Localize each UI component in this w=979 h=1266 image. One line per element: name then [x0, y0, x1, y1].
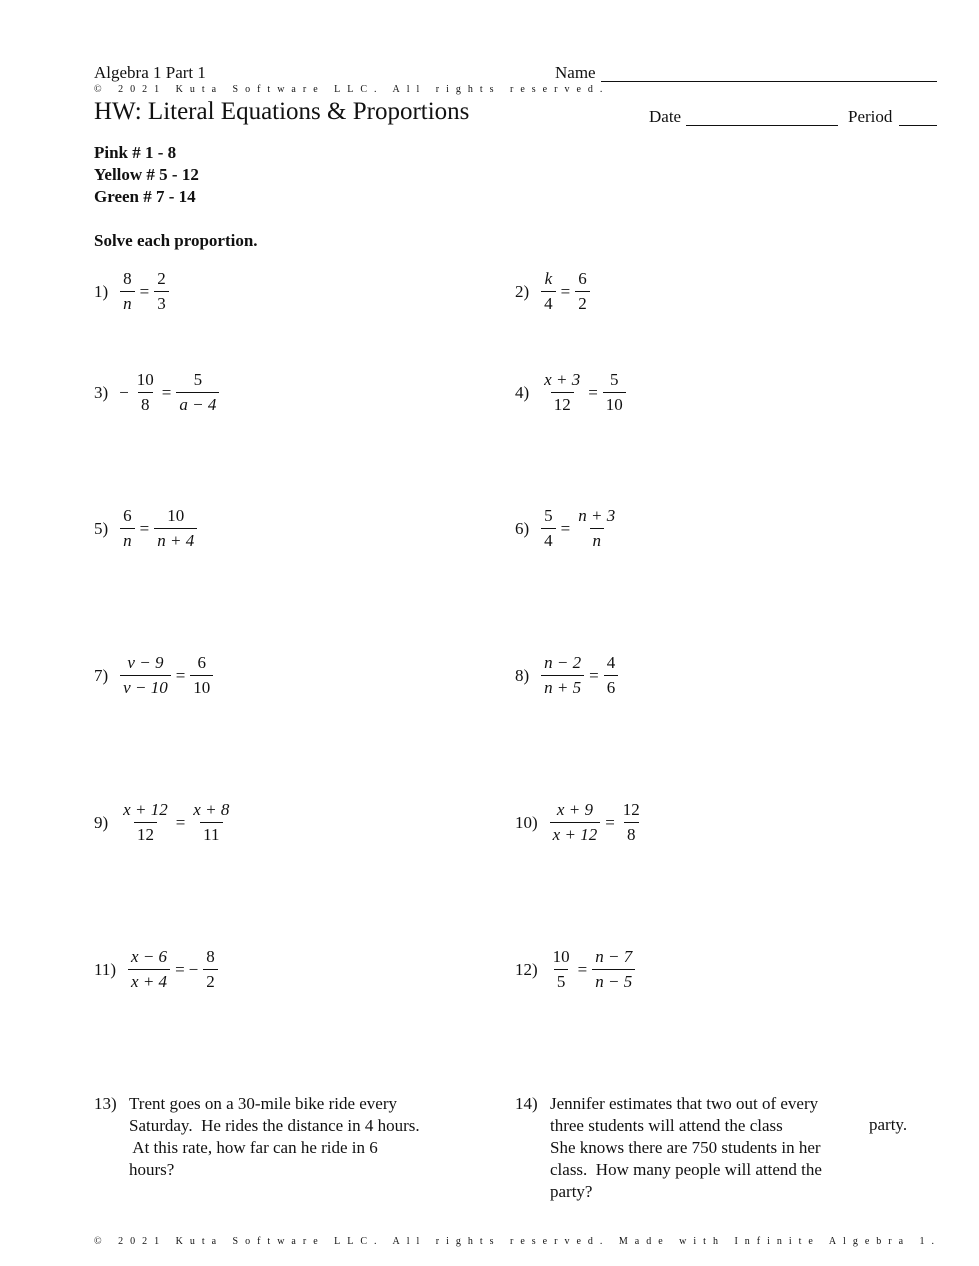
equals-sign: =	[577, 959, 588, 979]
page-title: HW: Literal Equations & Proportions	[94, 98, 470, 125]
left-fraction	[541, 654, 584, 697]
right-fraction	[190, 654, 213, 697]
equals-sign: =	[588, 382, 598, 402]
left-fraction	[550, 948, 573, 991]
problem-text-line: Jennifer estimates that two out of every	[550, 1094, 819, 1113]
problem-number: 2)	[515, 281, 530, 301]
numerator: x + 3	[544, 370, 581, 389]
denominator: 3	[154, 291, 169, 313]
numerator: 4	[606, 653, 616, 672]
problem-1	[94, 270, 172, 313]
problem-4	[515, 371, 629, 414]
date-blank[interactable]	[686, 125, 838, 126]
word-problem-14	[515, 1093, 865, 1213]
denominator: x + 12	[550, 822, 601, 844]
numerator: 10	[552, 947, 570, 966]
denominator: n + 5	[541, 675, 584, 697]
denominator: a − 4	[176, 392, 219, 414]
problem-number: 3)	[94, 382, 109, 402]
numerator: x − 6	[131, 947, 168, 966]
problem-number: 13)	[94, 1094, 117, 1113]
problem-text-line: She knows there are 750 students in her	[550, 1138, 821, 1157]
name-label: Name	[555, 63, 596, 82]
numerator: k	[544, 269, 553, 288]
problem-2	[515, 270, 593, 313]
negative-sign: −	[119, 382, 129, 402]
word-problem-13	[94, 1093, 494, 1193]
equals-sign: =	[139, 281, 150, 301]
problem-7	[94, 654, 216, 697]
left-fraction	[120, 801, 171, 844]
numerator: 6	[123, 506, 132, 525]
denominator: n	[590, 528, 605, 550]
denominator: 6	[604, 675, 619, 697]
denominator: n + 4	[154, 528, 197, 550]
equals-sign: =	[175, 812, 186, 832]
problem-number: 11)	[94, 959, 117, 979]
equals-sign: =	[175, 665, 186, 685]
course-name: Algebra 1 Part 1	[94, 63, 206, 82]
period-blank[interactable]	[899, 125, 937, 126]
left-fraction	[134, 371, 157, 414]
problem-number: 12)	[515, 959, 538, 979]
denominator: 10	[603, 392, 626, 414]
equals-sign: =	[560, 281, 571, 301]
problem-text-line: party?	[550, 1182, 593, 1201]
assignment-yellow: Yellow # 5 - 12	[94, 165, 199, 184]
numerator: 5	[610, 370, 619, 389]
numerator: x + 9	[556, 800, 593, 819]
numerator: 6	[578, 269, 587, 288]
assignment-pink: Pink # 1 - 8	[94, 143, 177, 162]
denominator: 12	[551, 392, 574, 414]
equals-sign: =	[589, 665, 599, 685]
denominator: n	[120, 528, 135, 550]
numerator: 6	[197, 653, 207, 672]
numerator: n + 3	[578, 506, 616, 525]
right-fraction	[575, 507, 618, 550]
left-fraction	[120, 507, 135, 550]
assignment-green: Green # 7 - 14	[94, 187, 196, 206]
numerator: 5	[544, 506, 553, 525]
problem-9	[94, 801, 235, 844]
numerator: x + 8	[193, 800, 230, 819]
problem-number: 7)	[94, 665, 109, 685]
problem-3	[94, 371, 222, 414]
numerator: 5	[193, 370, 203, 389]
left-fraction	[120, 654, 171, 697]
right-fraction	[620, 801, 643, 844]
denominator: x + 4	[128, 969, 170, 991]
numerator: 8	[123, 269, 132, 288]
problem-5	[94, 507, 200, 550]
denominator: n	[120, 291, 135, 313]
problem-number: 8)	[515, 665, 530, 685]
denominator: 10	[190, 675, 213, 697]
numerator: n − 7	[595, 947, 633, 966]
denominator: 8	[138, 392, 153, 414]
numerator: 10	[136, 370, 154, 389]
denominator: v − 10	[120, 675, 171, 697]
right-fraction	[176, 371, 219, 414]
instructions: Solve each proportion.	[94, 231, 258, 250]
left-fraction	[128, 948, 170, 991]
left-fraction	[550, 801, 601, 844]
word-problem-14-trailing-word: party.	[869, 1115, 908, 1134]
date-label: Date	[649, 107, 682, 126]
footer-copyright: © 2021 Kuta Software LLC. All rights reserved. Made with Infinite Algebra 1.	[94, 1236, 942, 1247]
problem-text-line: Trent goes on a 30-mile bike ride every	[129, 1094, 397, 1113]
denominator: 4	[541, 291, 556, 313]
problem-12	[515, 948, 638, 991]
right-fraction	[203, 948, 218, 991]
right-fraction	[603, 371, 626, 414]
problem-text-line: At this rate, how far can he ride in 6	[129, 1138, 378, 1157]
problem-number: 5)	[94, 518, 109, 538]
left-fraction	[120, 270, 135, 313]
left-fraction	[541, 270, 556, 313]
problem-number: 10)	[515, 812, 538, 832]
problem-number: 1)	[94, 281, 109, 301]
numerator: 8	[206, 947, 215, 966]
numerator: v − 9	[127, 653, 164, 672]
negative-sign: −	[188, 959, 199, 979]
numerator: 2	[157, 269, 166, 288]
problem-6	[515, 507, 621, 550]
name-blank[interactable]	[601, 81, 937, 82]
equals-sign: =	[139, 518, 150, 538]
period-label: Period	[848, 107, 893, 126]
equals-sign: =	[161, 382, 172, 402]
problem-number: 14)	[515, 1094, 538, 1113]
problem-number: 9)	[94, 812, 109, 832]
problem-text-line: class. How many people will attend the	[550, 1160, 822, 1179]
problem-number: 6)	[515, 518, 530, 538]
left-fraction	[541, 371, 583, 414]
denominator: 8	[624, 822, 639, 844]
problem-text-line: three students will attend the class	[550, 1116, 783, 1135]
equals-sign: =	[560, 518, 571, 538]
copyright-top: © 2021 Kuta Software LLC. All rights reserved.	[94, 84, 610, 95]
numerator: n − 2	[544, 653, 582, 672]
problem-10	[515, 801, 646, 844]
right-fraction	[575, 270, 590, 313]
denominator: 5	[554, 969, 569, 991]
right-fraction	[154, 270, 169, 313]
denominator: n − 5	[592, 969, 635, 991]
right-fraction	[604, 654, 619, 697]
right-fraction	[190, 801, 232, 844]
denominator: 4	[541, 528, 556, 550]
equals-sign: =	[605, 812, 615, 832]
problem-text-line: Saturday. He rides the distance in 4 hours.	[129, 1116, 420, 1135]
problem-11	[94, 948, 221, 991]
denominator: 11	[200, 822, 222, 844]
denominator: 2	[575, 291, 590, 313]
problem-8	[515, 654, 621, 697]
right-fraction	[592, 948, 635, 991]
numerator: 10	[167, 506, 185, 525]
denominator: 2	[203, 969, 218, 991]
problem-text-line: hours?	[129, 1160, 175, 1179]
problem-number: 4)	[515, 382, 530, 402]
numerator: x + 12	[123, 800, 168, 819]
right-fraction	[154, 507, 197, 550]
equals-sign: =	[175, 959, 185, 979]
left-fraction	[541, 507, 556, 550]
denominator: 12	[134, 822, 157, 844]
numerator: 12	[622, 800, 640, 819]
